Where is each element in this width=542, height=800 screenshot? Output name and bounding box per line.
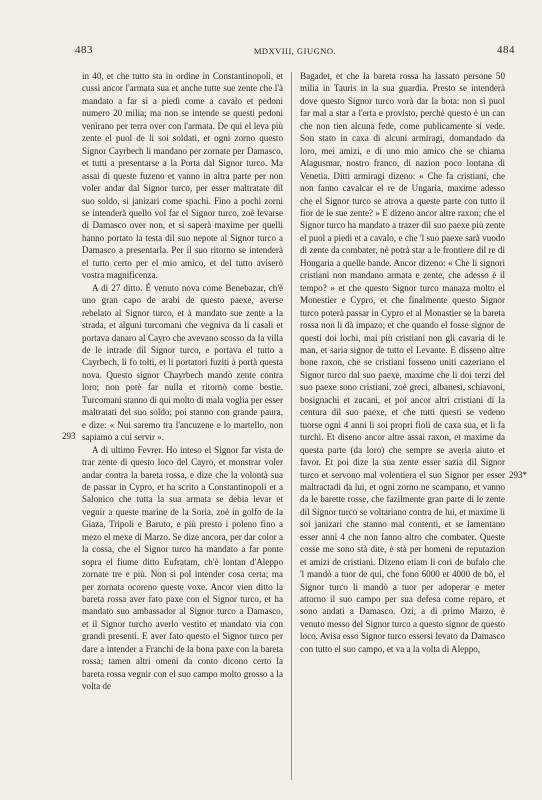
column-divider [291, 72, 292, 780]
right-page-number: 484 [497, 44, 515, 56]
running-header [75, 44, 515, 64]
running-title: MDXVIII, GIUGNO. [253, 46, 337, 56]
right-text-column [300, 70, 505, 785]
right-margin-number: 293* [509, 470, 527, 480]
left-page-number: 483 [75, 44, 93, 56]
paragraph: Bagadet, et che la bareta rossa ha lassato persone 50 milia in Tauris in la sua guardia. Presto se intenderà dove questo Signor turco vorà dar la bota: non si puol far mal a star a l'erta e provisto, perchè questo è un can che non tien alcuna fede, come publicamente si vede. Son stato in caxa di alcuni armiragi, domandado da loro, mei amizi, e di uno mio amico che se chiama Alagusmar, nostro franco, di nazion poco lontana di Venetia. Ditti armiragi dizeno: « Che fa cristiani, che non fanno cavalcar el re de Ungaria, maxime adesso che el Signor turco se atrova a queste parte con tutto il fior de le sue zente? » E dizeno ancor altre raxon; che el Signor turco ha mandato a trazer dil suo paexe più zente el puol a piedi et a cavalo, e che 'l suo paexe sarà vuodo di zente da combater, nè potrà star a le frontiere dil re di Hongaria a quelle bande. Ancor dizeno: « Che li signori cristiani non mandano armata e zente, che adesso è il tempo? » et che questo Signor turco manaza molto el Monestier e Cypro, et che finalmente questo Signor turco poterà passar in Cypro et al Monastier se la bareta rossa non li dà impazo; et che quando el fosse signor de questi doi lochi, mai più cristiani non gli cavaria di le man, et saria signor de tutto el Levante. E disseno altre bone raxon, che se cristiani fosseno uniti cazeriano el Signor turco dal suo paexe, maxime che li doi terzi del suo paexe sono cristiani, zoè greci, albanesi, schiavoni, bosignachi et zucani, et poi ancor altri cristiani di la centura dil suo paexe, et che tutti questi se vedeno tuorse ogni 4 anni li soi propri fioli de caxa sua, et li fa turchi. Et diseno ancor altre assai raxon, et maxime da questa parte (da loro) che sempre se averia aiuto et favor. Et poi dize la sua zente esser sazia dil Signor turco et servono mal volentiera el suo Signor per esser maltractadi da lui, et ogni zorno ne scampano, et vanno da le barette rosse, che fazilmente gran parte di le zente dil Signor turco se voltariano contra de lui, et maxime li soi janizari che stanno mal contenti, et se lamentano esser anni 4 che non fanno altro che combater. Queste cosse me sono stà dite, è stà per homeni de reputazion et amizi de cristiani. Dizeno etiam li cori de bufalo che 'l mandò a tuor de qui, che fono 6000 et 4000 de bò, el Signor turco li mandò a tuor per adoperar e meter attorno il suo campo per sua defesa come reparo, et sono andati a Damasco. Ozi, a dì primo Marzo, è venuto messo del Signor turco a questo signor de questo loco. Avisa esso Signor turco essersi levato da Damasco con tutto el suo campo, et va a la volta di Aleppo, [300, 71, 505, 654]
paragraph: A dì 27 ditto. È venuto nova come Benebazar, ch'è uno gran capo de arabi de questo paexe, averse rebelato al Signor turco, et à mandato sue zente a la strada, et alguni turcomani che vegniva da li casali et portava danaro al Cayro che avevano scosso da la villa de le intrade dil Signor turco, e portava el tutto a Cayrbech, li fo tolti, et li portatori fuziti à portà questa nova. Questo signor Chayrbech mandò zente contra loro; non potè far nulla et ritornò come bestie. Turcomani stanno di qui molto di mala voglia per esser maltratati del suo soldo; poi stanno con grande paura, e dize: « Nui saremo tra l'ancuzene e lo martello, non sapiamo a cui servir ». [82, 282, 283, 443]
left-text-column [82, 70, 283, 785]
left-margin-number: 293 [62, 431, 76, 441]
paragraph: in 40, et che tutto sta in ordine in Constantinopoli, et cussì ancor l'armata sua et anche tutte sue zente che l'à mandato a far sì a piedi come a cavalo et pedoni numero 20 milia; ma non se intende se questi pedoni venirano per terra over con l'armata. De qui el leva più zente el puol de li soi soldati, et ogni zorno questo Signor Cayrbech li mandano per zornate per Damasco, et tutti a presentarse a la Porta dal Signor turco. Ma assai di queste fuzeno et vanno in altra parte per non voler andar dal Signor turco, per esser maltratate dil suo soldo, si janizari come spachi. Fino a pochi zorni se intenderà quello vol far el Signor turco, zoè levarse di Damasco over non, et si saperà maxime per quelli hanno portato la testa dil suo nepote al Signor turco a Damasco a presentarla. Per il suo ritorno se intenderà el tutto certo per el mio amico, et del tutto aviserò vostra magnificenza. [82, 71, 283, 281]
paragraph: A dì ultimo Fevrer. Ho inteso el Signor far vista de trar zente di questo loco del Cayro, et monstrar voler andar contra la bareta rossa, e dize che la volontà sua de passar in Cypro, et ha scrito a Constantinopoli et a Salonico che tutta la sua armata se debia levar et vegnir a queste marine de la Soria, zoè in golfo de la Giaza, Tripoli e Baruto, e più presto i poleno fino a mezo el mexe di Marzo. Se dize ancora, per dar color a la cossa, che el Signor turco ha mandato a far ponte sopra el fiume ditto Eufratam, ch'è lontan d'Aleppo zornate tre e più. Non si pol intender cosa certa; ma per zornata ocoreno queste voxe. Ancor vien ditto la bareta rossa aver fato paxe con el Signor turco, et ha mandato suo ambassador al Signor turco a Damasco, et il Signor turcho averlo vestito et mandato via con grandi presenti. E aver fato questo el Signor turco per dare a intender a Franchi de la bona paxe con la bareta rossa; tamen altri omeni da conto dicono certo la bareta rossa vegnir con el suo campo molto grosso a la volta de [82, 444, 283, 692]
